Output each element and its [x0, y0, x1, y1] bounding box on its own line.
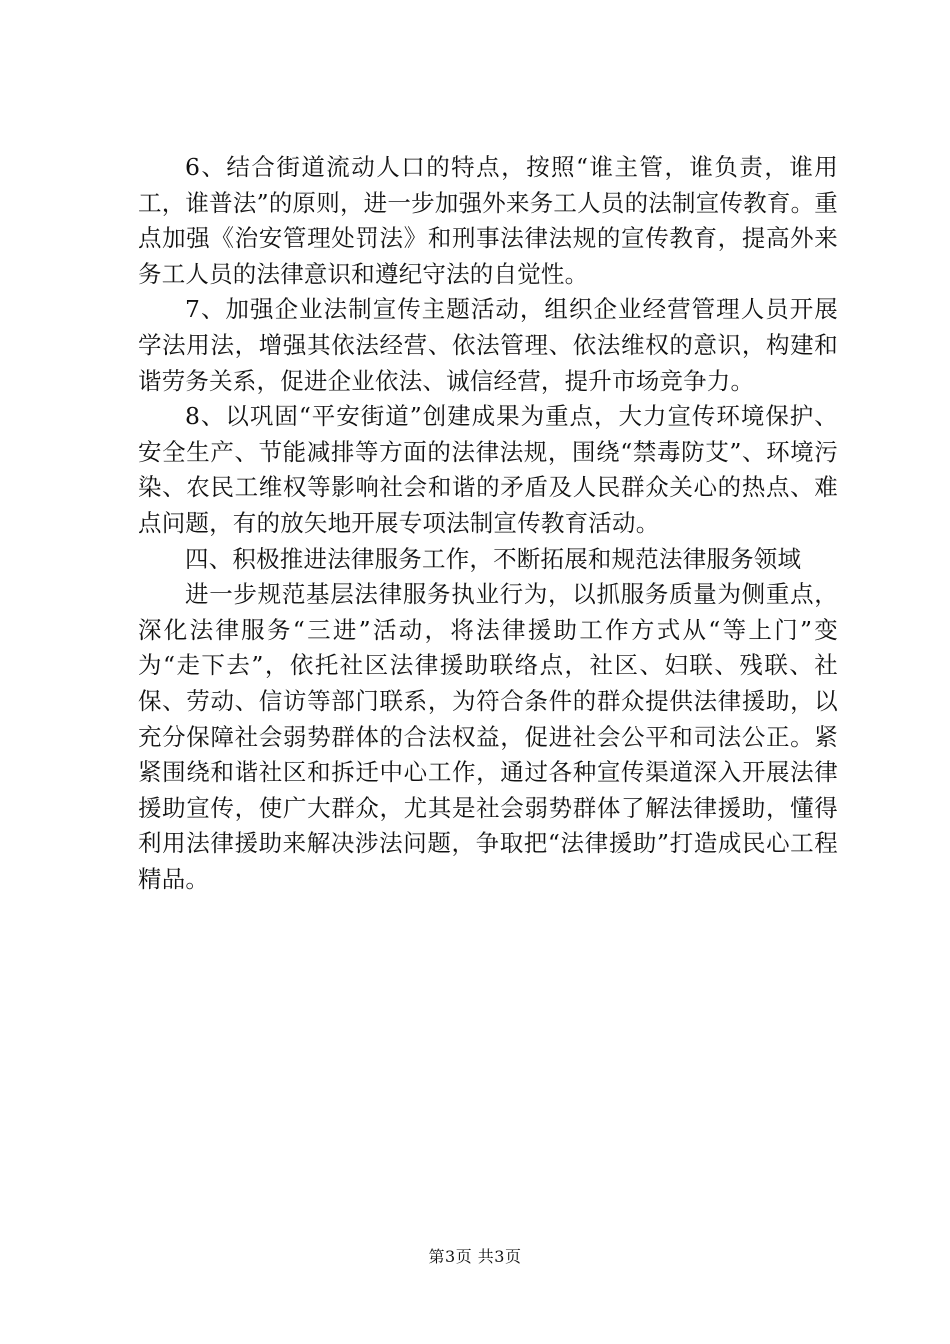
- paragraph-item-6: 6、结合街道流动人口的特点，按照“谁主管，谁负责，谁用工，谁普法”的原则，进一步加强外来务工人员的法制宣传教育。重点加强《治安管理处罚法》和刑事法律法规的宣传教育，提高外来务工人员的法律意识和遵纪守法的自觉性。: [138, 153, 838, 288]
- document-body: [138, 150, 838, 897]
- paragraph-item-7: 7、加强企业法制宣传主题活动，组织企业经营管理人员开展学法用法，增强其依法经营、依法管理、依法维权的意识，构建和谐劳务关系，促进企业依法、诚信经营，提升市场竞争力。: [138, 295, 838, 395]
- page-number-footer: 第3页 共3页: [428, 1247, 522, 1266]
- section-heading-4: 四、积极推进法律服务工作，不断拓展和规范法律服务领域: [185, 544, 802, 573]
- paragraph-legal-services: 进一步规范基层法律服务执业行为，以抓服务质量为侧重点，深化法律服务“三进”活动，将法律援助工作方式从“等上门”变为“走下去”，依托社区法律援助联络点，社区、妇联、残联、社保、劳动、信访等部门联系，为符合条件的群众提供法律援助，以充分保障社会弱势群体的合法权益，促进社会公平和司法公正。紧紧围绕和谐社区和拆迁中心工作，通过各种宣传渠道深入开展法律援助宣传，使广大群众，尤其是社会弱势群体了解法律援助，懂得利用法律援助来解决涉法问题，争取把“法律援助”打造成民心工程精品。: [138, 580, 838, 893]
- paragraph-item-8: 8、以巩固“平安街道”创建成果为重点，大力宣传环境保护、安全生产、节能减排等方面的法律法规，围绕“禁毒防艾”、环境污染、农民工维权等影响社会和谐的矛盾及人民群众关心的热点、难点问题，有的放矢地开展专项法制宣传教育活动。: [138, 402, 838, 537]
